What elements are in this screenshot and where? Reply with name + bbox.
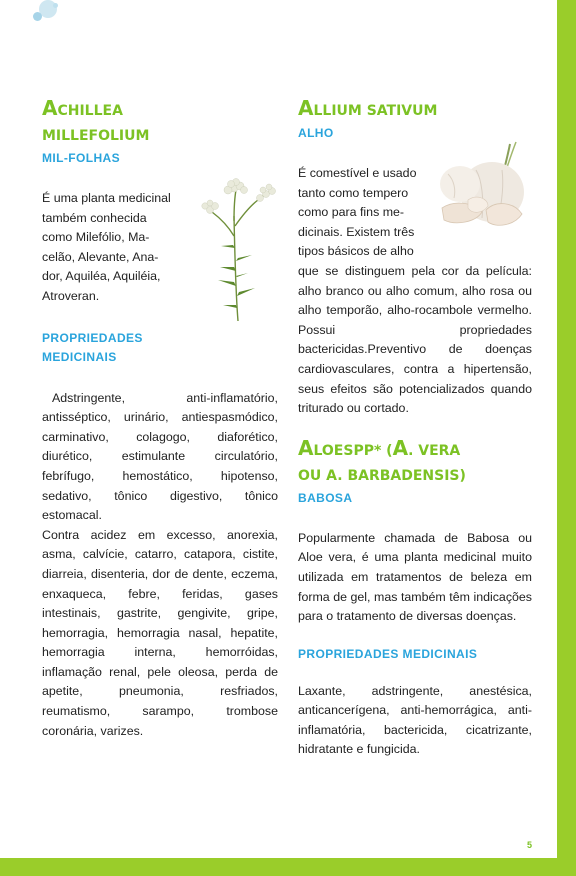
title-line2-rest: . BARBADENSIS) <box>337 467 466 484</box>
aloe-common-name: BABOSA <box>298 490 353 505</box>
title-initial: A <box>42 96 58 120</box>
achillea-title <box>42 97 278 147</box>
title-rest: . VERA <box>408 442 461 459</box>
intro-line: tipos básicos de alho <box>298 244 414 259</box>
intro-line: como para fins me- <box>298 205 405 220</box>
title-rest: LOESPP* ( <box>313 442 393 459</box>
achillea-uses: Contra acidez em excesso, anorexia, asma, calvície, catarro, catapora, cistite, diarreia, disenteria, dor de dente, eczema, enxaqueca, febre, feridas, gases intestinais, gastrite, gengivite, gripe, hemorragia, hemorragia nasal, hepatite, hemorragia interna, hemorróidas, inflamação renal, pele oleosa, perda de apetite, pneumonia, resfriados, reumatismo, sarampo, trombose coronária, varizes. <box>42 527 278 738</box>
aloe-properties: Laxante, adstringente, anestésica, anticancerígena, anti-hemorrágica, anti-inflamatória, bactericida, cicatrizante, hidratante e fungicida. <box>298 683 532 757</box>
page-number: 5 <box>527 840 533 850</box>
title-rest: CHILLEA <box>57 103 123 119</box>
title-rest: LLIUM SATIVUM <box>313 103 438 119</box>
decorative-bubble <box>53 3 58 8</box>
section-title-line: PROPRIEDADES <box>42 330 143 345</box>
allium-common-name: ALHO <box>298 126 334 140</box>
intro-line: tanto como tempero <box>298 185 409 200</box>
section-title-line: MEDICINAIS <box>42 349 117 364</box>
intro-line: também conhecida <box>42 210 147 225</box>
achillea-section-title <box>42 329 278 367</box>
intro-line: celão, Alevante, Ana- <box>42 249 159 264</box>
intro-line: É uma planta medicinal <box>42 191 171 205</box>
intro-line: É comestível e usado <box>298 166 417 180</box>
intro-line: Atroveran. <box>42 288 100 303</box>
title-line2: MILLEFOLIUM <box>42 128 150 144</box>
aloe-section-title: PROPRIEDADES MEDICINAIS <box>298 646 478 661</box>
achillea-properties: Adstringente, anti-inflamatório, antisséptico, urinário, antiespasmódico, carminativo, colagogo, diaforético, diurético, estimulante circulatório, febrífugo, hemostático, hipotenso, sedativo, tônico digestivo, tônico estomacal. <box>42 390 278 523</box>
intro-line: dicinais. Existem três <box>298 224 415 239</box>
page-frame-right <box>557 0 576 876</box>
title-initial: A <box>298 96 314 120</box>
allium-intro <box>298 164 426 262</box>
achillea-intro <box>42 189 190 307</box>
allium-title <box>298 97 532 122</box>
allium-text: que se distinguem pela cor da película: alho branco ou alho comum, alho rosa ou alho temporão, alho-rocambole vermelho. Possui propriedades bactericidas.Preventivo de doenças cardiovasculares, contra a hipertensão, seus efeitos são potencializados quando triturado ou cortado. <box>298 263 532 416</box>
aloe-intro: Popularmente chamada de Babosa ou Aloe vera, é uma planta medicinal muito utilizada em tratamentos de beleza em forma de gel, mas também têm indicações para o tratamento de diversas doenças. <box>298 530 532 624</box>
yarrow-plant-illustration <box>190 176 290 322</box>
achillea-common-name: MIL-FOLHAS <box>42 151 120 165</box>
aloe-title <box>298 437 532 487</box>
page-frame-bottom <box>0 858 576 876</box>
title-initial: A <box>298 435 314 460</box>
title-line2-initial: OU A <box>298 467 338 484</box>
title-initial: A <box>392 435 409 460</box>
garlic-illustration <box>432 140 532 232</box>
intro-line: como Milefólio, Ma- <box>42 230 150 245</box>
decorative-bubble <box>33 12 42 21</box>
intro-line: dor, Aquiléa, Aquiléia, <box>42 269 161 284</box>
